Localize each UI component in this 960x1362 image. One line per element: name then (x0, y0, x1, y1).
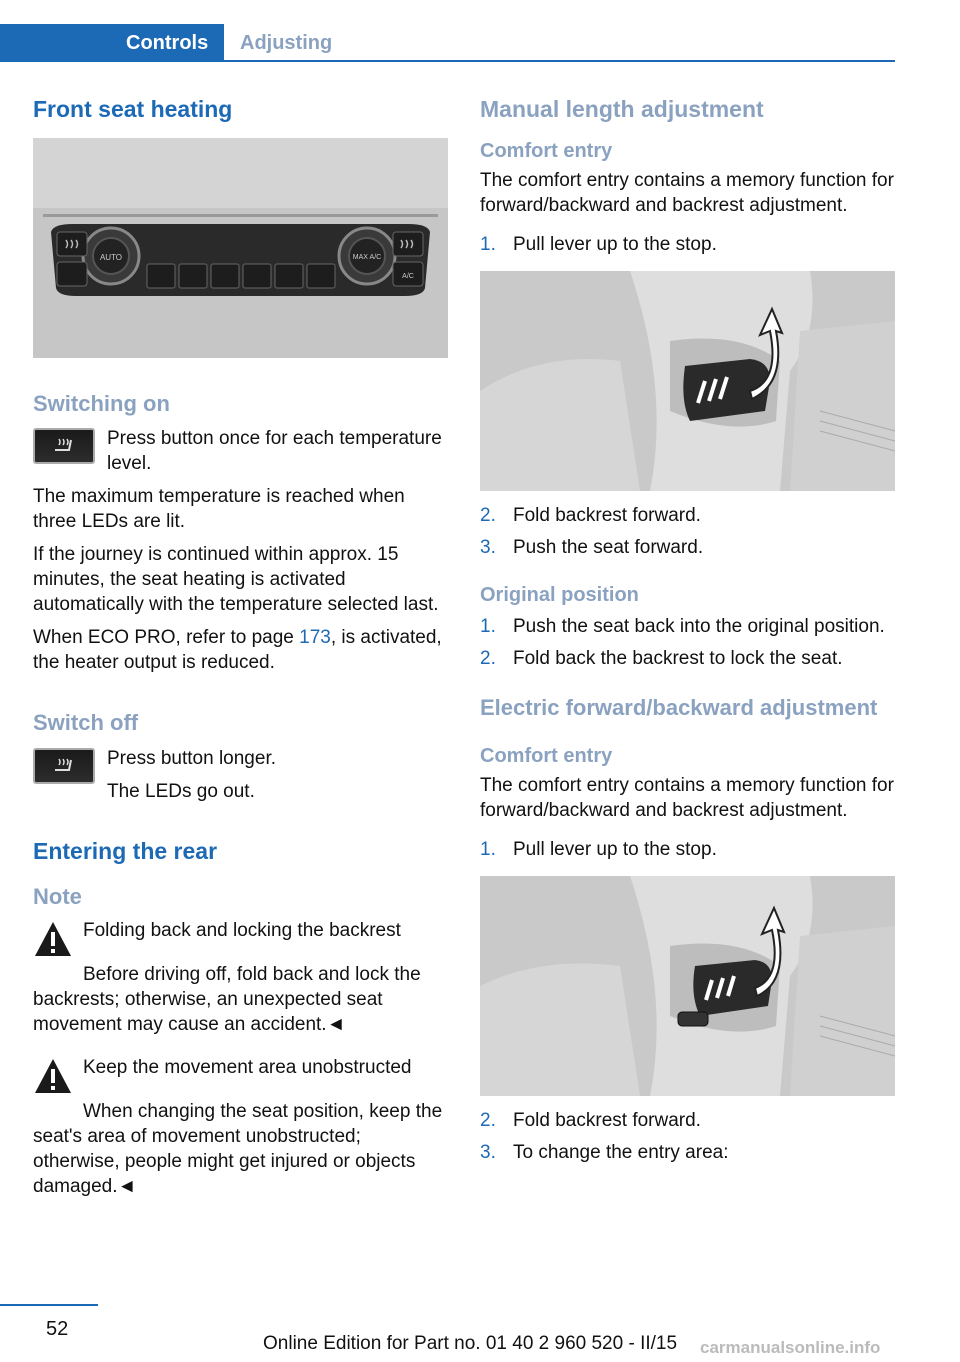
leds-out-text: The LEDs go out. (107, 780, 255, 802)
switching-on-row (33, 426, 449, 476)
list-item: 3. To change the entry area: (480, 1141, 729, 1163)
list-item: 2. Fold backrest forward. (480, 504, 701, 526)
electric-steps-list-b (480, 1108, 896, 1165)
list-item: 3. Push the seat forward. (480, 536, 704, 558)
right-column (480, 96, 896, 1165)
section-tab-adjusting: Adjusting (240, 32, 333, 54)
seat-lever-figure-1 (480, 271, 895, 491)
electric-steps-list-a (480, 837, 896, 862)
comfort-entry-text-2: The comfort entry contains a memory function for forward/backward and backrest adjustment. (480, 774, 894, 821)
warning-triangle-icon (33, 920, 73, 958)
switch-off-row (33, 746, 449, 804)
manual-steps-list-a (480, 232, 896, 257)
list-item: 1. Pull lever up to the stop. (480, 838, 717, 860)
page-header (0, 0, 960, 62)
climate-panel-figure (33, 138, 448, 358)
switching-on-instruction: Press button once for each temperature level. (107, 428, 442, 475)
comfort-entry-text: The comfort entry contains a memory function for forward/backward and backrest adjustment. (480, 169, 894, 216)
warning-backrest (33, 918, 449, 958)
original-steps-list (480, 614, 896, 671)
warning-backrest-title: Folding back and locking the backrest (83, 919, 401, 941)
comfort-entry-heading: Comfort entry (480, 139, 613, 162)
auto-label: AUTO (99, 252, 123, 262)
manual-length-title: Manual length adjustment (480, 96, 764, 122)
max-temp-text: The maximum temperature is reached when three LEDs are lit. (33, 486, 405, 533)
climate-panel-illustration (33, 138, 448, 358)
list-item: 1. Pull lever up to the stop. (480, 233, 717, 255)
switch-off-heading: Switch off (33, 710, 139, 736)
entering-rear-title: Entering the rear (33, 837, 218, 864)
warning-movement-title: Keep the movement area unobstructed (83, 1056, 412, 1078)
manual-steps-list-b (480, 503, 896, 560)
journey-continued-text: If the journey is continued within approx. 15 minutes, the seat heating is activated automatically with the temperature selected last. (33, 544, 439, 616)
page-173-link[interactable]: 173 (299, 627, 331, 649)
original-position-heading: Original position (480, 583, 639, 606)
comfort-entry-heading-2: Comfort entry (480, 744, 613, 767)
eco-pro-text (33, 625, 449, 675)
footer-rule (0, 1304, 98, 1306)
left-column (33, 96, 449, 1199)
warning-triangle-icon (33, 1057, 73, 1095)
seat-lever-illustration (480, 271, 895, 491)
eco-pro-text-after: , is activated, the heater output is reduced. (33, 627, 442, 674)
page-number: 52 (46, 1318, 69, 1340)
header-rule (0, 60, 895, 62)
switch-off-instruction: Press button longer. (107, 747, 276, 769)
eco-pro-text-before: When ECO PRO, refer to page (33, 627, 300, 649)
warning-movement-area (33, 1055, 449, 1095)
electric-adjustment-title: Electric forward/backward adjustment (480, 694, 878, 720)
seat-lever-figure-2 (480, 876, 895, 1096)
warning-movement-text: When changing the seat position, keep the seat's area of movement unobstructed; otherwise, people might get injured or objects damaged.◄ (33, 1100, 443, 1197)
ac-label: A/C (402, 272, 414, 280)
watermark: carmanualsonline.info (700, 1338, 881, 1357)
switching-on-heading: Switching on (33, 390, 170, 416)
warning-backrest-text: Before driving off, fold back and lock the backrests; otherwise, an unexpected seat movement may cause an accident.◄ (33, 963, 421, 1035)
seat-heating-button-icon (33, 428, 95, 464)
section-tab-controls: Controls (0, 24, 224, 62)
list-item: 2. Fold backrest forward. (480, 1109, 701, 1131)
max-ac-label: MAX A/C (352, 253, 382, 261)
list-item: 2. Fold back the backrest to lock the seat. (480, 647, 843, 669)
front-seat-heating-title: Front seat heating (33, 96, 233, 122)
edition-text: Online Edition for Part no. 01 40 2 960 520 - II/15 (263, 1333, 678, 1354)
seat-lever-switch-illustration (480, 876, 895, 1096)
seat-heating-button-icon (33, 748, 95, 784)
list-item: 1. Push the seat back into the original position. (480, 615, 885, 637)
note-heading: Note (33, 884, 82, 910)
